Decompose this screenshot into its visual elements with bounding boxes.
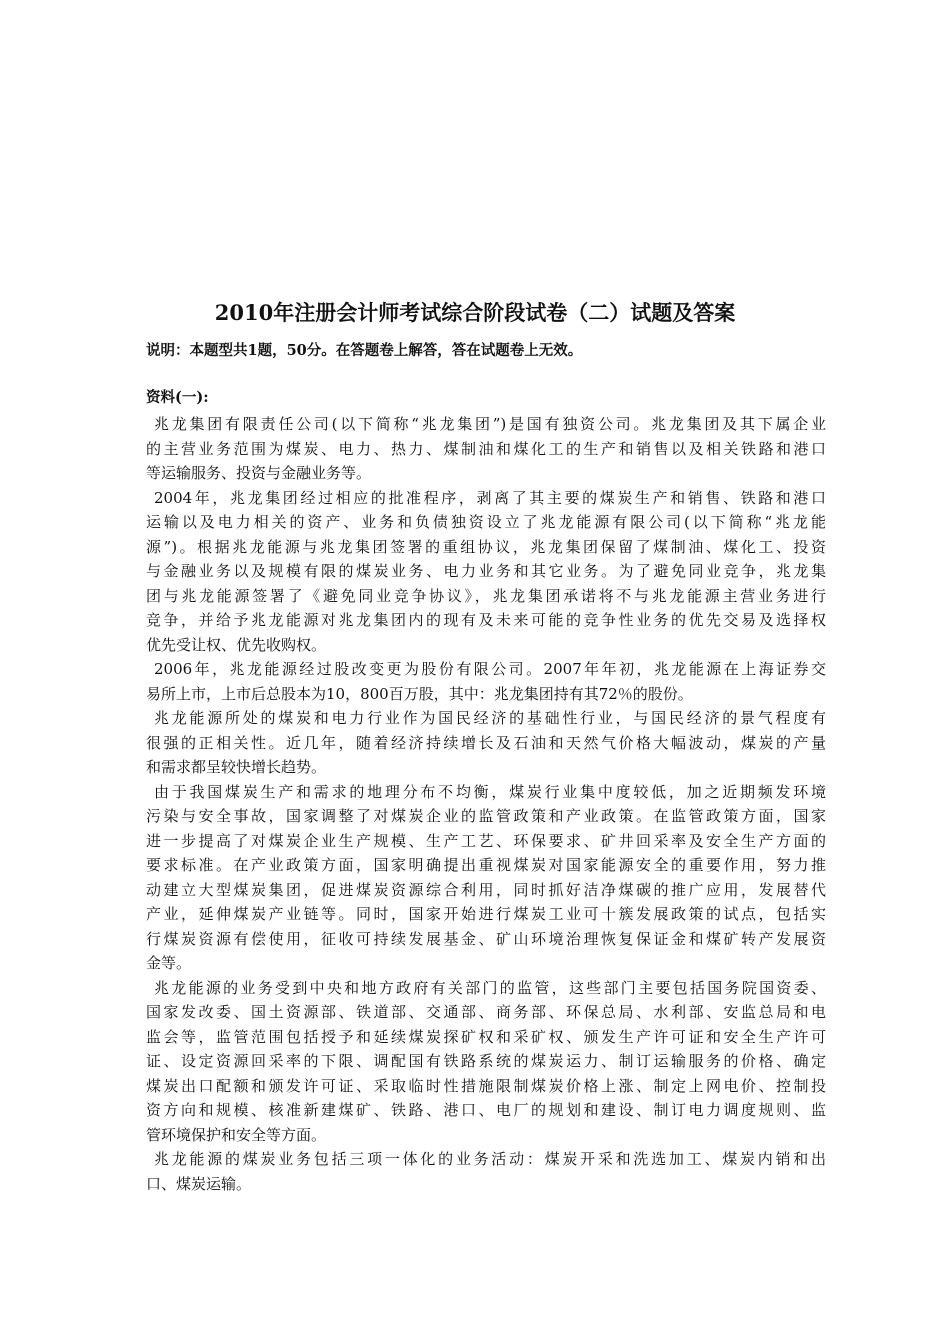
text-line: 运输以及电力相关的资产、业务和负债独资设立了兆龙能源有限公司(以下简称“兆龙能: [146, 513, 826, 531]
text-line: 动建立大型煤炭集团，促进煤炭资源综合利用，同时抓好洁净煤碳的推广应用，发展替代: [146, 880, 826, 899]
instructions-note: 说明：本题型共1题，50分。在答题卷上解答，答在试题卷上无效。: [146, 342, 583, 359]
text-line: 煤炭出口配额和颁发许可证、采取临时性措施限制煤炭价格上涨、制定上网电价、控制投: [146, 1076, 826, 1095]
text-line: 很强的正相关性。近几年，随着经济持续增长及石油和天然气价格大幅波动，煤炭的产量: [146, 733, 826, 752]
text-line: 2004年，兆龙集团经过相应的批准程序，剥离了其主要的煤炭生产和销售、铁路和港口: [154, 488, 826, 507]
text-line: 进一步提高了对煤炭企业生产规模、生产工艺、环保要求、矿井回采率及安全生产方面的: [146, 831, 826, 850]
text-line: 口、煤炭运输。: [146, 1174, 252, 1193]
text-line: 兆龙能源的业务受到中央和地方政府有关部门的监管，这些部门主要包括国务院国资委、: [154, 978, 826, 997]
text-line: 污染与安全事故，国家调整了对煤炭企业的监管政策和产业政策。在监管政策方面，国家: [146, 807, 826, 825]
text-line: 易所上市，上市后总股本为10，800百万股，其中：兆龙集团持有其72％的股份。: [146, 684, 693, 703]
text-line: 兆龙能源所处的煤炭和电力行业作为国民经济的基础性行业，与国民经济的景气程度有: [154, 709, 826, 727]
text-line: 源”)。根据兆龙能源与兆龙集团签署的重组协议，兆龙集团保留了煤制油、煤化工、投资: [146, 537, 826, 556]
text-line: 管环境保护和安全等方面。: [146, 1125, 327, 1144]
text-line: 竞争，并给予兆龙能源对兆龙集团内的现有及未来可能的竞争性业务的优先交易及选择权: [146, 611, 826, 629]
text-line: 金等。: [146, 954, 192, 972]
text-line: 行煤炭资源有偿使用，征收可持续发展基金、矿山环境治理恢复保证金和煤矿转产发展资: [146, 929, 826, 948]
document-title: 2010年注册会计师考试综合阶段试卷（二）试题及答案: [214, 300, 736, 325]
text-line: 资方向和规模、核准新建煤矿、铁路、港口、电厂的规划和建设、制订电力调度规则、监: [146, 1101, 826, 1119]
text-line: 和需求都呈较快增长趋势。: [146, 758, 327, 776]
text-line: 的主营业务范围为煤炭、电力、热力、煤制油和煤化工的生产和销售以及相关铁路和港口: [146, 439, 826, 458]
text-line: 兆龙能源的煤炭业务包括三项一体化的业务活动：煤炭开采和洗选加工、煤炭内销和出: [154, 1150, 826, 1168]
text-line: 证、设定资源回采率的下限、调配国有铁路系统的煤炭运力、制订运输服务的价格、确定: [146, 1052, 826, 1070]
document-body: [146, 412, 826, 1196]
text-line: 与金融业务以及规模有限的煤炭业务、电力业务和其它业务。为了避免同业竞争，兆龙集: [146, 562, 826, 580]
text-line: 国家发改委、国土资源部、铁道部、交通部、商务部、环保总局、水利部、安监总局和电: [146, 1003, 826, 1021]
text-line: 团与兆龙能源签署了《避免同业竞争协议》，兆龙集团承诺将不与兆龙能源主营业务进行: [146, 586, 826, 605]
text-line: 优先受让权、优先收购权。: [146, 635, 327, 654]
text-line: 由于我国煤炭生产和需求的地理分布不均衡，煤炭行业集中度较低，加之近期频发环境: [154, 782, 826, 801]
text-line: 监会等，监管范围包括授予和延续煤炭探矿权和采矿权、颁发生产许可证和安全生产许可: [146, 1027, 826, 1046]
text-line: 兆龙集团有限责任公司(以下简称“兆龙集团”)是国有独资公司。兆龙集团及其下属企业: [154, 415, 826, 433]
text-line: 要求标准。在产业政策方面，国家明确提出重视煤炭对国家能源安全的重要作用，努力推: [146, 856, 826, 874]
text-line: 等运输服务、投资与金融业务等。: [146, 464, 372, 482]
section-heading: 资料(一):: [146, 389, 209, 406]
text-line: 2006年，兆龙能源经过股改变更为股份有限公司。2007年年初，兆龙能源在上海证券交: [154, 660, 826, 678]
text-line: 产业，延伸煤炭产业链等。同时，国家开始进行煤炭工业可十簇发展政策的试点，包括实: [146, 905, 826, 923]
